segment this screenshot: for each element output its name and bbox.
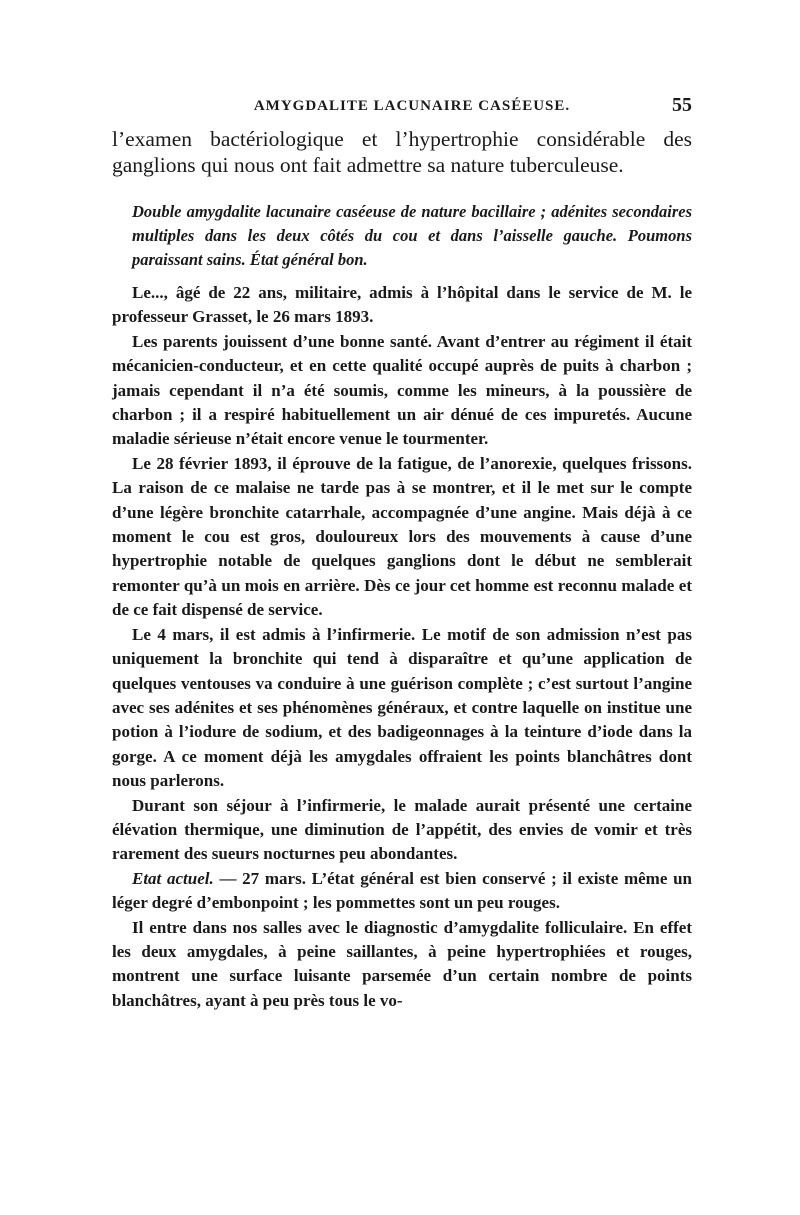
intro-paragraph: l’examen bactériologique et l’hypertrophie considérable des ganglions qui nous ont fait admettre sa nature tuberculeuse. — [112, 127, 692, 177]
paragraph-infirmary: Le 4 mars, il est admis à l’infirmerie. Le motif de son admission n’est pas uniquement la bronchite qui tend à disparaître et qu’une application de quelques ventouses va conduire à une guérison complète ; c’est surtout l’angine avec ses adénites et ses phénomènes généraux, et contre laquelle on institue une potion à l’iodure de sodium, et des badigeonnages à la teinture d’iode dans la gorge. A ce moment déjà les amygdales offraient les points blanchâtres dont nous parlerons. — [112, 624, 692, 791]
etat-actuel-lead: Etat actuel. — [132, 868, 214, 888]
running-title: AMYGDALITE LACUNAIRE CASÉEUSE. — [253, 98, 571, 114]
paragraph-diagnosis: Il entre dans nos salles avec le diagnostic d’amygdalite folliculaire. En effet les deux amygdales, à peine saillantes, à peine hypertrophiées et rouges, montrent une surface luisante parsemée d’un certain nombre de points blanchâtres, ayant à peu près tous le vo- — [112, 917, 692, 1010]
paragraph-infirmary-stay: Durant son séjour à l’infirmerie, le malade aurait présenté une certaine élévation thermique, une diminution de l’appétit, des envies de vomir et très rarement des sueurs nocturnes peu abondantes. — [112, 795, 692, 864]
running-header — [112, 94, 692, 124]
paragraph-onset: Le 28 février 1893, il éprouve de la fatigue, de l’anorexie, quelques frissons. La raison de ce malaise ne tarde pas à se montrer, et il le met sur le compte d’une légère bronchite catarrhale, accompagnée d’une angine. Mais déjà à ce moment le cou est gros, douloureux lors des mouvements à cause d’une hypertrophie notable de quelques ganglions dont le début ne semblerait remonter qu’à un mois en arrière. Dès ce jour cet homme est reconnu malade et de ce fait dispensé de service. — [112, 453, 692, 620]
etat-actuel-text: — 27 mars. L’état général est bien conservé ; il existe même un léger degré d’embonpoint ; les pommettes sont un peu rouges. — [112, 868, 693, 913]
paragraph-etat-actuel — [112, 867, 692, 916]
paragraph-antecedents: Les parents jouissent d’une bonne santé. Avant d’entrer au régiment il était mécanicien-conducteur, et en cette qualité occupé auprès de puits à charbon ; jamais cependant il n’a été soumis, comme les mineurs, à la poussière de charbon ; il a respiré habituellement un air dénué de ces impuretés. Aucune maladie sérieuse n’était encore venue le tourmenter. — [112, 331, 692, 449]
paragraph-patient-admission: Le..., âgé de 22 ans, militaire, admis à l’hôpital dans le service de M. le professeur Grasset, le 26 mars 1893. — [112, 283, 692, 327]
book-page — [112, 94, 693, 1013]
case-summary: Double amygdalite lacunaire caséeuse de nature bacillaire ; adénites secondaires multiples dans les deux côtés du cou et dans l’aisselle gauche. Poumons paraissant sains. État général bon. — [132, 202, 692, 269]
page-number: 55 — [672, 94, 692, 116]
